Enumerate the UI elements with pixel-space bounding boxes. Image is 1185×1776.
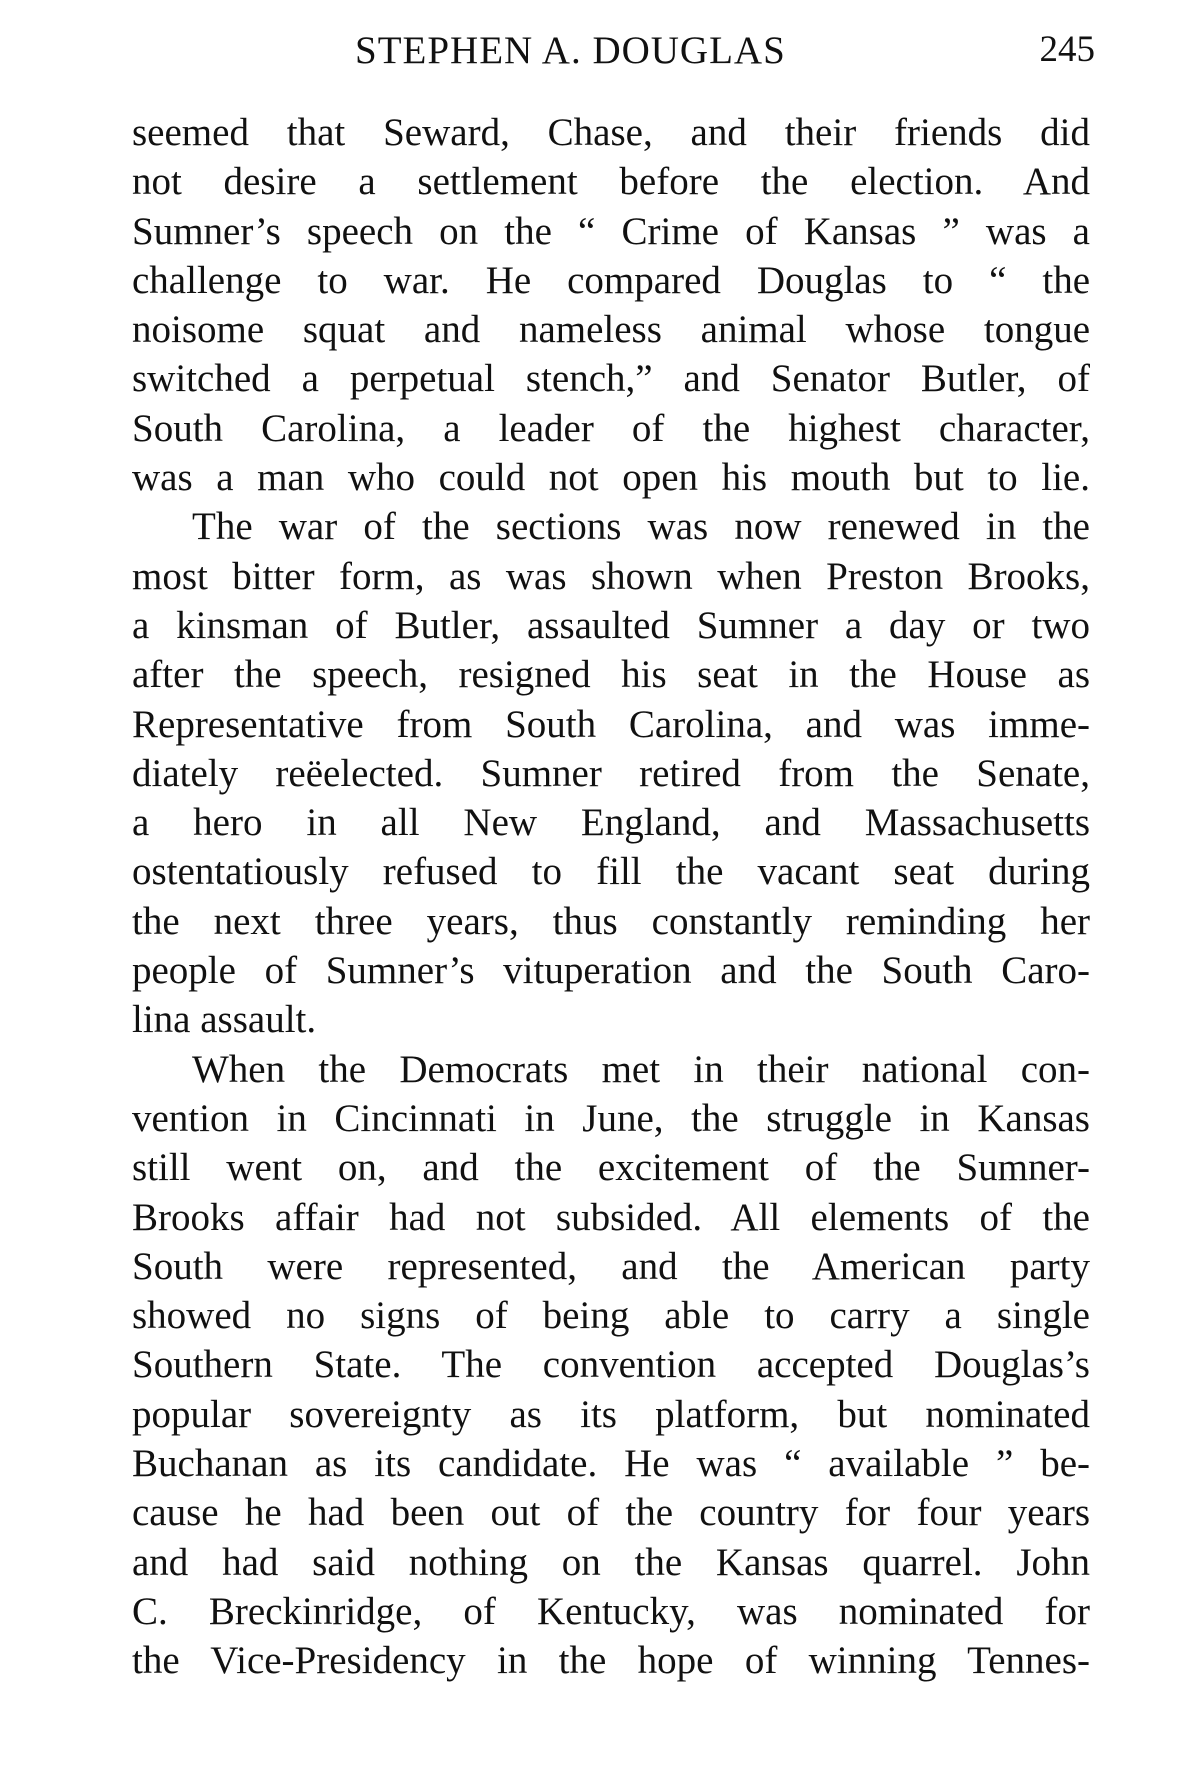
text-line: most bitter form, as was shown when Preston Brooks, xyxy=(132,554,1090,598)
text-line: and had said nothing on the Kansas quarrel. John xyxy=(132,1540,1090,1584)
text-line: switched a perpetual stench,” and Senator Butler, of xyxy=(132,357,1090,401)
text-line: Brooks affair had not subsided. All elements of the xyxy=(132,1195,1090,1239)
text-line: Representative from South Carolina, and was imme- xyxy=(132,702,1090,746)
body-text xyxy=(132,108,1090,1686)
text-line: Southern State. The convention accepted Douglas’s xyxy=(132,1343,1090,1387)
text-line: When the Democrats met in their national con- xyxy=(192,1047,1090,1091)
text-line: South Carolina, a leader of the highest character, xyxy=(132,406,1090,450)
text-line: ostentatiously refused to fill the vacant seat during xyxy=(132,850,1090,894)
text-line: challenge to war. He compared Douglas to “ the xyxy=(132,258,1090,302)
text-line: Sumner’s speech on the “ Crime of Kansas ” was a xyxy=(132,209,1090,253)
text-line: seemed that Seward, Chase, and their friends did xyxy=(132,111,1090,154)
text-line: vention in Cincinnati in June, the struggle in Kansas xyxy=(132,1096,1090,1140)
text-line: Buchanan as its candidate. He was “ available ” be- xyxy=(132,1442,1090,1486)
running-head xyxy=(355,28,1095,84)
text-line: South were represented, and the American party xyxy=(132,1244,1090,1288)
paragraph-3 xyxy=(132,1045,1090,1686)
text-line: C. Breckinridge, of Kentucky, was nominated for xyxy=(132,1589,1090,1633)
text-line: the next three years, thus constantly reminding her xyxy=(132,899,1090,943)
running-title: STEPHEN A. DOUGLAS xyxy=(355,29,786,72)
page-number: 245 xyxy=(1039,29,1095,70)
text-line: lina assault. xyxy=(132,998,317,1042)
text-line: people of Sumner’s vituperation and the South Caro- xyxy=(132,949,1090,993)
text-line: The war of the sections was now renewed in the xyxy=(192,505,1090,549)
text-line: after the speech, resigned his seat in the House as xyxy=(132,653,1090,697)
paragraph-2 xyxy=(132,502,1090,1044)
text-line: the Vice-Presidency in the hope of winning Tennes- xyxy=(132,1639,1090,1683)
text-line: popular sovereignty as its platform, but nominated xyxy=(132,1392,1090,1436)
text-line: showed no signs of being able to carry a single xyxy=(132,1294,1090,1338)
text-line: noisome squat and nameless animal whose tongue xyxy=(132,308,1090,352)
text-line: a kinsman of Butler, assaulted Sumner a day or two xyxy=(132,603,1090,647)
text-line: was a man who could not open his mouth but to lie. xyxy=(132,456,1090,500)
paragraph-1 xyxy=(132,108,1090,502)
text-line: a hero in all New England, and Massachusetts xyxy=(132,801,1090,845)
text-line: cause he had been out of the country for four years xyxy=(132,1491,1090,1535)
text-line: still went on, and the excitement of the Sumner- xyxy=(132,1146,1090,1190)
text-line: diately reëelected. Sumner retired from the Senate, xyxy=(132,751,1090,795)
text-line: not desire a settlement before the election. And xyxy=(132,160,1090,204)
